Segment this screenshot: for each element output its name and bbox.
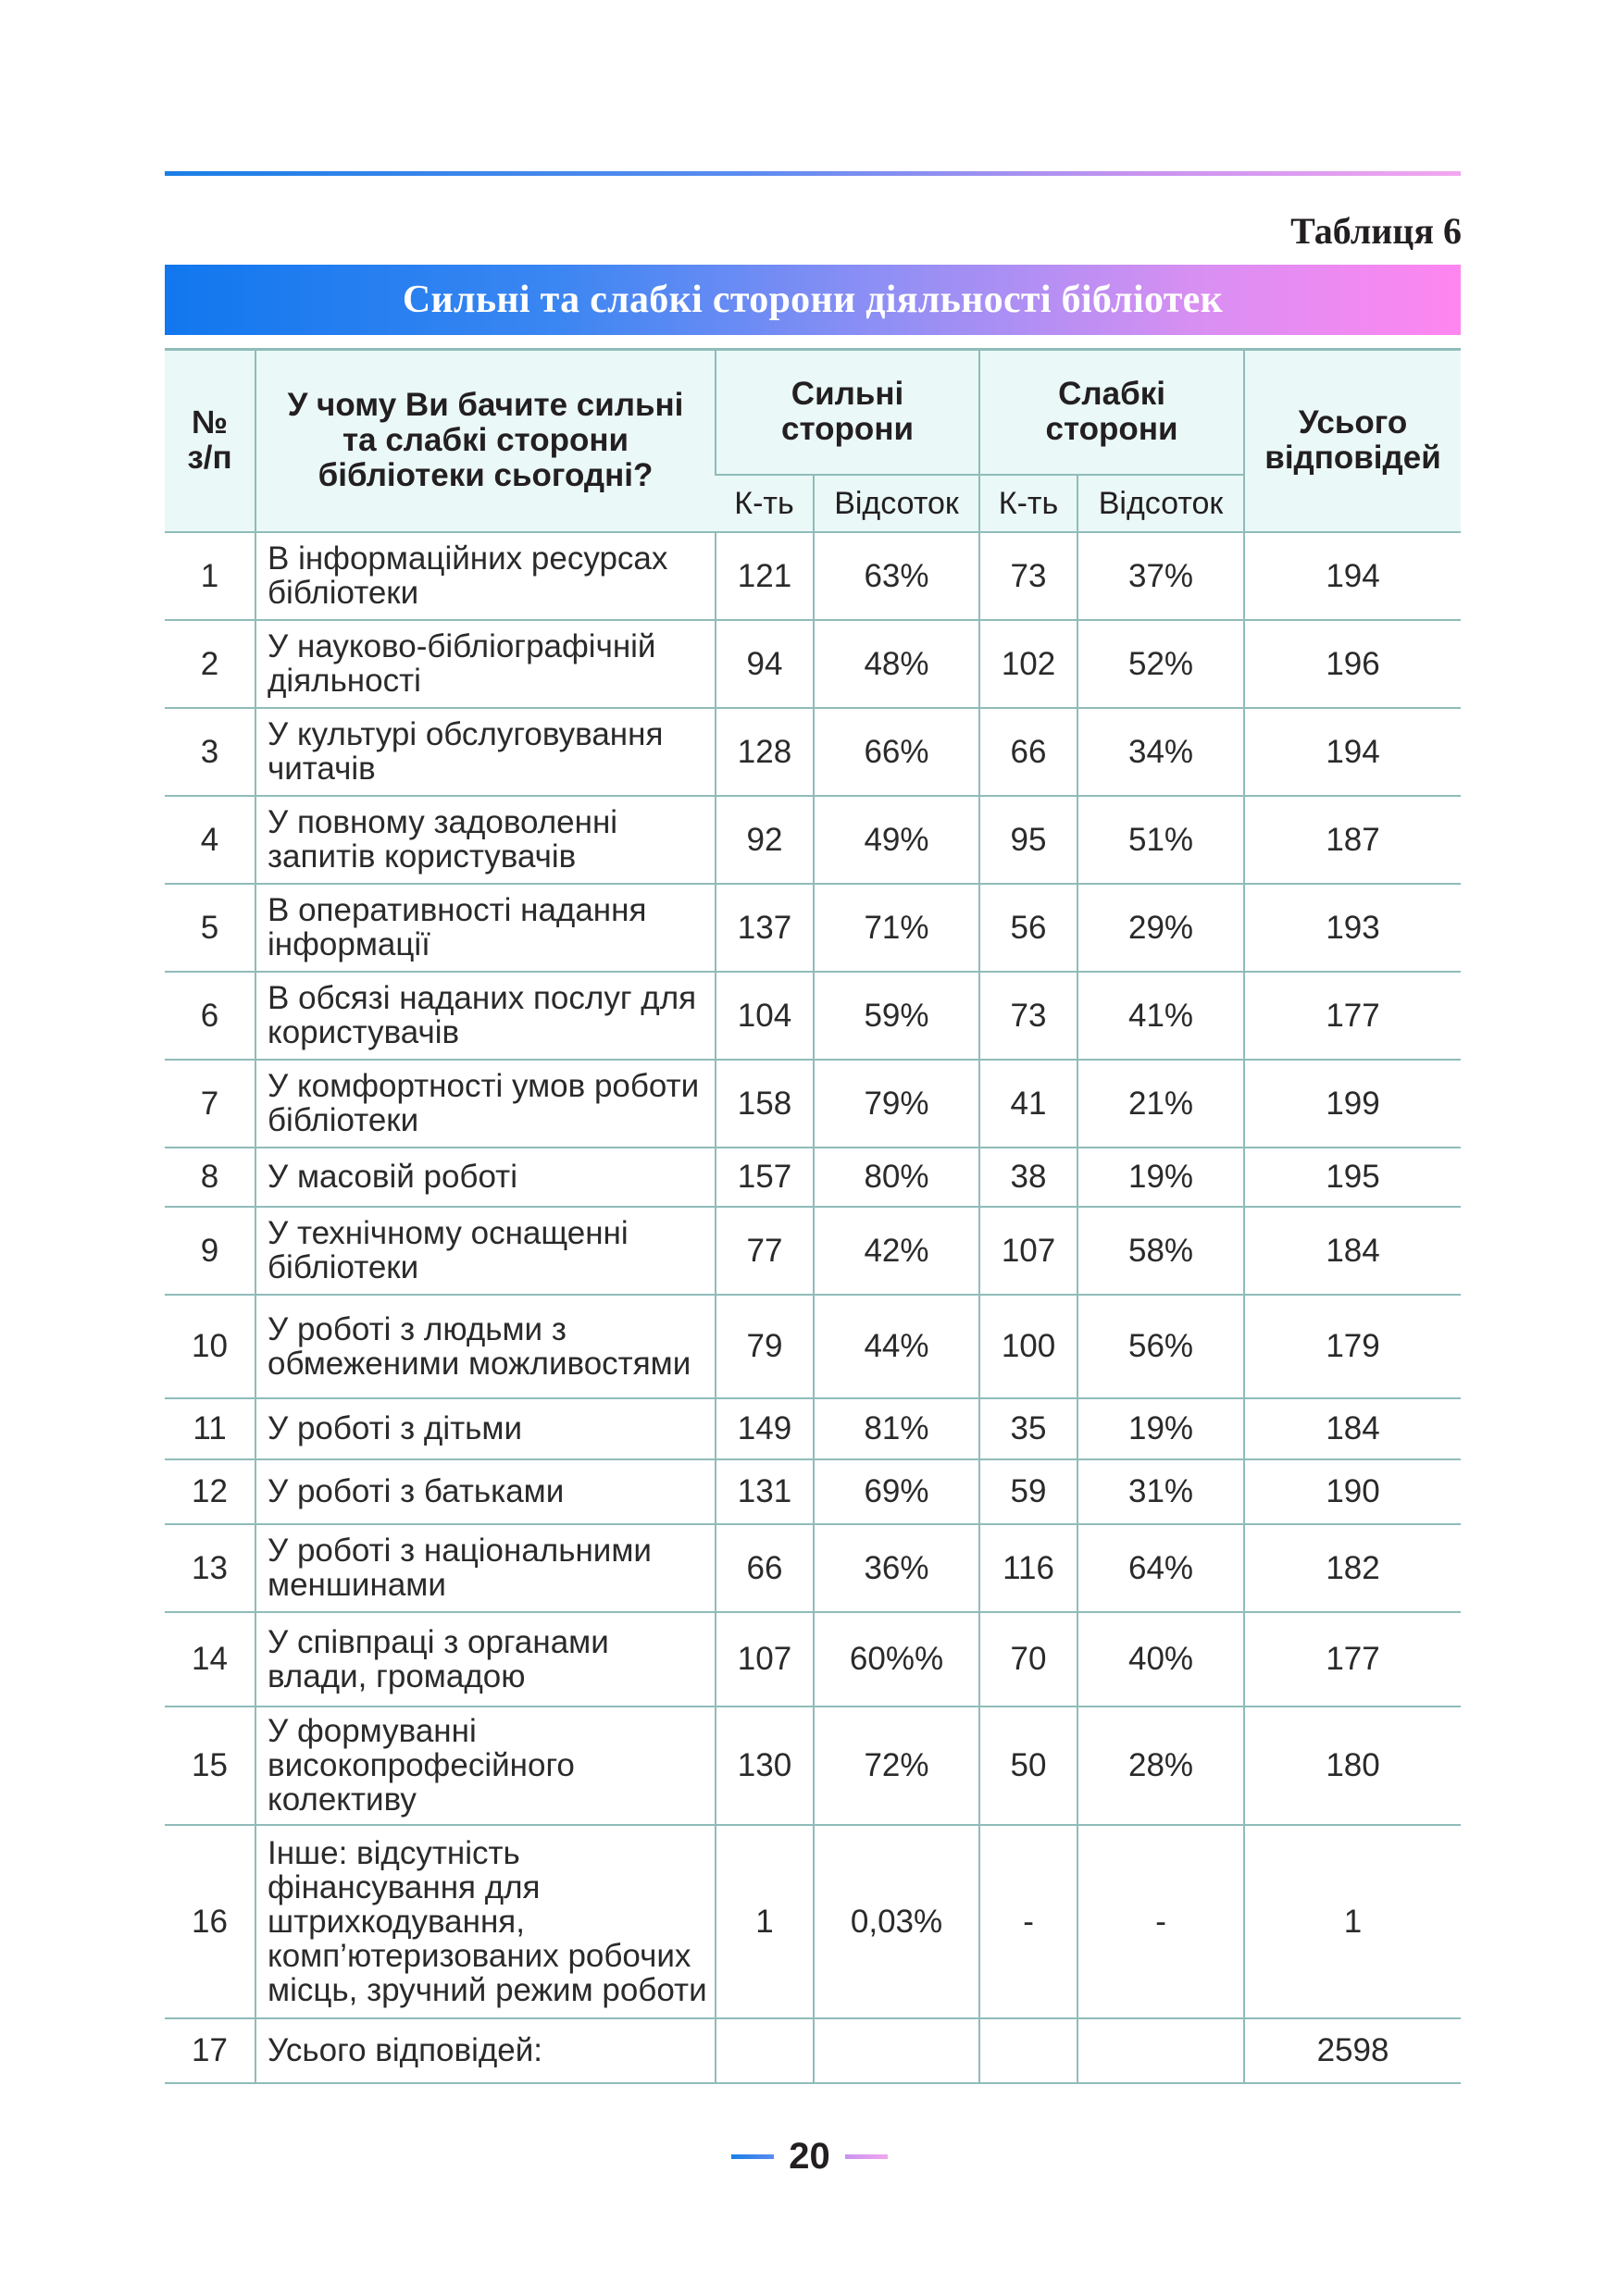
total-answers: 194 xyxy=(1244,532,1461,620)
row-number: 15 xyxy=(165,1706,255,1825)
row-label: У масовій роботі xyxy=(255,1148,716,1207)
weak-count: 38 xyxy=(979,1148,1077,1207)
weak-count: 56 xyxy=(979,884,1077,972)
strengths-weaknesses-table xyxy=(165,348,1461,2084)
strong-percent: 44% xyxy=(814,1295,979,1398)
strong-percent: 63% xyxy=(814,532,979,620)
strong-count: 66 xyxy=(716,1524,814,1612)
row-number: 4 xyxy=(165,796,255,884)
total-answers: 182 xyxy=(1244,1524,1461,1612)
strong-count: 92 xyxy=(716,796,814,884)
weak-percent: 37% xyxy=(1077,532,1244,620)
weak-percent: 19% xyxy=(1077,1148,1244,1207)
row-label: У науково-бібліографічній діяльності xyxy=(255,620,716,708)
strong-count: 104 xyxy=(716,972,814,1060)
total-answers: 199 xyxy=(1244,1060,1461,1148)
row-label: У співпраці з органами влади, громадою xyxy=(255,1612,716,1706)
total-answers: 193 xyxy=(1244,884,1461,972)
row-number: 6 xyxy=(165,972,255,1060)
strong-percent: 0,03% xyxy=(814,1825,979,2018)
row-label: У культурі обслуговування читачів xyxy=(255,708,716,796)
strong-count: 107 xyxy=(716,1612,814,1706)
strong-percent: 79% xyxy=(814,1060,979,1148)
total-answers: 196 xyxy=(1244,620,1461,708)
total-answers: 190 xyxy=(1244,1459,1461,1524)
row-number: 14 xyxy=(165,1612,255,1706)
row-number: 8 xyxy=(165,1148,255,1207)
header-total: Усього відповідей xyxy=(1244,350,1461,532)
header-weak: Слабкі сторони xyxy=(979,350,1244,475)
strong-percent: 66% xyxy=(814,708,979,796)
strong-percent: 60%% xyxy=(814,1612,979,1706)
weak-count: 73 xyxy=(979,532,1077,620)
weak-count xyxy=(979,2018,1077,2083)
row-label: Інше: відсутність фінансування для штрихкодування, комп’ютеризованих робочих місць, зручний режим роботи xyxy=(255,1825,716,2018)
weak-percent: 56% xyxy=(1077,1295,1244,1398)
weak-percent: 31% xyxy=(1077,1459,1244,1524)
row-label: У формуванні високопрофесійного колективу xyxy=(255,1706,716,1825)
table-row xyxy=(165,1459,1461,1524)
strong-percent xyxy=(814,2018,979,2083)
top-gradient-rule xyxy=(165,171,1461,176)
row-label: В обсязі наданих послуг для користувачів xyxy=(255,972,716,1060)
weak-count: 41 xyxy=(979,1060,1077,1148)
weak-percent: 58% xyxy=(1077,1207,1244,1295)
strong-count: 94 xyxy=(716,620,814,708)
row-label: У роботі з дітьми xyxy=(255,1398,716,1459)
strong-count xyxy=(716,2018,814,2083)
strong-count: 130 xyxy=(716,1706,814,1825)
strong-count: 128 xyxy=(716,708,814,796)
total-answers: 177 xyxy=(1244,1612,1461,1706)
table-title-band xyxy=(165,265,1461,335)
row-label: Усього відповідей: xyxy=(255,2018,716,2083)
total-answers: 180 xyxy=(1244,1706,1461,1825)
row-number: 11 xyxy=(165,1398,255,1459)
weak-percent: 64% xyxy=(1077,1524,1244,1612)
total-answers: 194 xyxy=(1244,708,1461,796)
table-row xyxy=(165,2018,1461,2083)
header-question: У чому Ви бачите сильні та слабкі сторони бібліотеки сьогодні? xyxy=(255,350,716,532)
weak-count: 35 xyxy=(979,1398,1077,1459)
table-row xyxy=(165,708,1461,796)
row-label: У повному задоволенні запитів користувачів xyxy=(255,796,716,884)
weak-count: 100 xyxy=(979,1295,1077,1398)
header-strong-count: К-ть xyxy=(716,475,814,532)
weak-count: 70 xyxy=(979,1612,1077,1706)
strong-percent: 81% xyxy=(814,1398,979,1459)
row-number: 7 xyxy=(165,1060,255,1148)
row-label: В оперативності надання інформації xyxy=(255,884,716,972)
strong-count: 79 xyxy=(716,1295,814,1398)
row-number: 12 xyxy=(165,1459,255,1524)
weak-percent: 51% xyxy=(1077,796,1244,884)
table-row xyxy=(165,1398,1461,1459)
table-row xyxy=(165,884,1461,972)
weak-count: - xyxy=(979,1825,1077,2018)
footer-left-dash xyxy=(731,2154,774,2159)
strong-percent: 80% xyxy=(814,1148,979,1207)
strong-count: 149 xyxy=(716,1398,814,1459)
header-strong-percent: Відсоток xyxy=(814,475,979,532)
strong-percent: 36% xyxy=(814,1524,979,1612)
weak-percent: 19% xyxy=(1077,1398,1244,1459)
page-number: 20 xyxy=(789,2135,830,2177)
table-row xyxy=(165,532,1461,620)
weak-percent: 34% xyxy=(1077,708,1244,796)
weak-percent: 28% xyxy=(1077,1706,1244,1825)
table-row xyxy=(165,1207,1461,1295)
table-row xyxy=(165,1148,1461,1207)
total-answers: 1 xyxy=(1244,1825,1461,2018)
row-number: 3 xyxy=(165,708,255,796)
total-answers: 177 xyxy=(1244,972,1461,1060)
weak-count: 50 xyxy=(979,1706,1077,1825)
weak-percent: 52% xyxy=(1077,620,1244,708)
page-footer xyxy=(0,2128,1619,2184)
row-label: У технічному оснащенні бібліотеки xyxy=(255,1207,716,1295)
row-number: 2 xyxy=(165,620,255,708)
header-weak-percent: Відсоток xyxy=(1077,475,1244,532)
weak-percent: 40% xyxy=(1077,1612,1244,1706)
footer-right-dash xyxy=(845,2154,888,2159)
weak-count: 95 xyxy=(979,796,1077,884)
row-label: У роботі з людьми з обмеженими можливостями xyxy=(255,1295,716,1398)
table-row xyxy=(165,1612,1461,1706)
row-number: 16 xyxy=(165,1825,255,2018)
table-row xyxy=(165,1295,1461,1398)
weak-percent xyxy=(1077,2018,1244,2083)
table-caption: Таблиця 6 xyxy=(1290,210,1462,252)
weak-count: 59 xyxy=(979,1459,1077,1524)
header-weak-count: К-ть xyxy=(979,475,1077,532)
weak-percent: - xyxy=(1077,1825,1244,2018)
table-row xyxy=(165,1524,1461,1612)
header-strong: Сильні сторони xyxy=(716,350,979,475)
table-row xyxy=(165,972,1461,1060)
table-row xyxy=(165,620,1461,708)
row-label: У роботі з національними меншинами xyxy=(255,1524,716,1612)
strong-percent: 71% xyxy=(814,884,979,972)
row-number: 17 xyxy=(165,2018,255,2083)
row-label: В інформаційних ресурсах бібліотеки xyxy=(255,532,716,620)
strong-percent: 49% xyxy=(814,796,979,884)
row-number: 13 xyxy=(165,1524,255,1612)
strong-percent: 69% xyxy=(814,1459,979,1524)
strong-percent: 48% xyxy=(814,620,979,708)
total-answers: 187 xyxy=(1244,796,1461,884)
strong-percent: 59% xyxy=(814,972,979,1060)
strong-count: 77 xyxy=(716,1207,814,1295)
strong-count: 158 xyxy=(716,1060,814,1148)
weak-count: 66 xyxy=(979,708,1077,796)
weak-percent: 21% xyxy=(1077,1060,1244,1148)
strong-percent: 42% xyxy=(814,1207,979,1295)
weak-count: 73 xyxy=(979,972,1077,1060)
weak-count: 107 xyxy=(979,1207,1077,1295)
weak-percent: 29% xyxy=(1077,884,1244,972)
table-row xyxy=(165,1706,1461,1825)
strong-count: 121 xyxy=(716,532,814,620)
table-row xyxy=(165,1825,1461,2018)
table-title: Сильні та слабкі сторони діяльності бібліотек xyxy=(402,279,1224,321)
strong-percent: 72% xyxy=(814,1706,979,1825)
total-answers: 184 xyxy=(1244,1207,1461,1295)
total-answers: 184 xyxy=(1244,1398,1461,1459)
weak-count: 102 xyxy=(979,620,1077,708)
table-row xyxy=(165,796,1461,884)
table-row xyxy=(165,1060,1461,1148)
total-answers: 2598 xyxy=(1244,2018,1461,2083)
weak-percent: 41% xyxy=(1077,972,1244,1060)
weak-count: 116 xyxy=(979,1524,1077,1612)
row-label: У роботі з батьками xyxy=(255,1459,716,1524)
strong-count: 1 xyxy=(716,1825,814,2018)
row-number: 1 xyxy=(165,532,255,620)
total-answers: 195 xyxy=(1244,1148,1461,1207)
row-label: У комфортності умов роботи бібліотеки xyxy=(255,1060,716,1148)
strong-count: 137 xyxy=(716,884,814,972)
strong-count: 131 xyxy=(716,1459,814,1524)
row-number: 10 xyxy=(165,1295,255,1398)
row-number: 5 xyxy=(165,884,255,972)
table-body xyxy=(165,532,1461,2083)
header-num: № з/п xyxy=(165,350,255,532)
total-answers: 179 xyxy=(1244,1295,1461,1398)
row-number: 9 xyxy=(165,1207,255,1295)
strong-count: 157 xyxy=(716,1148,814,1207)
